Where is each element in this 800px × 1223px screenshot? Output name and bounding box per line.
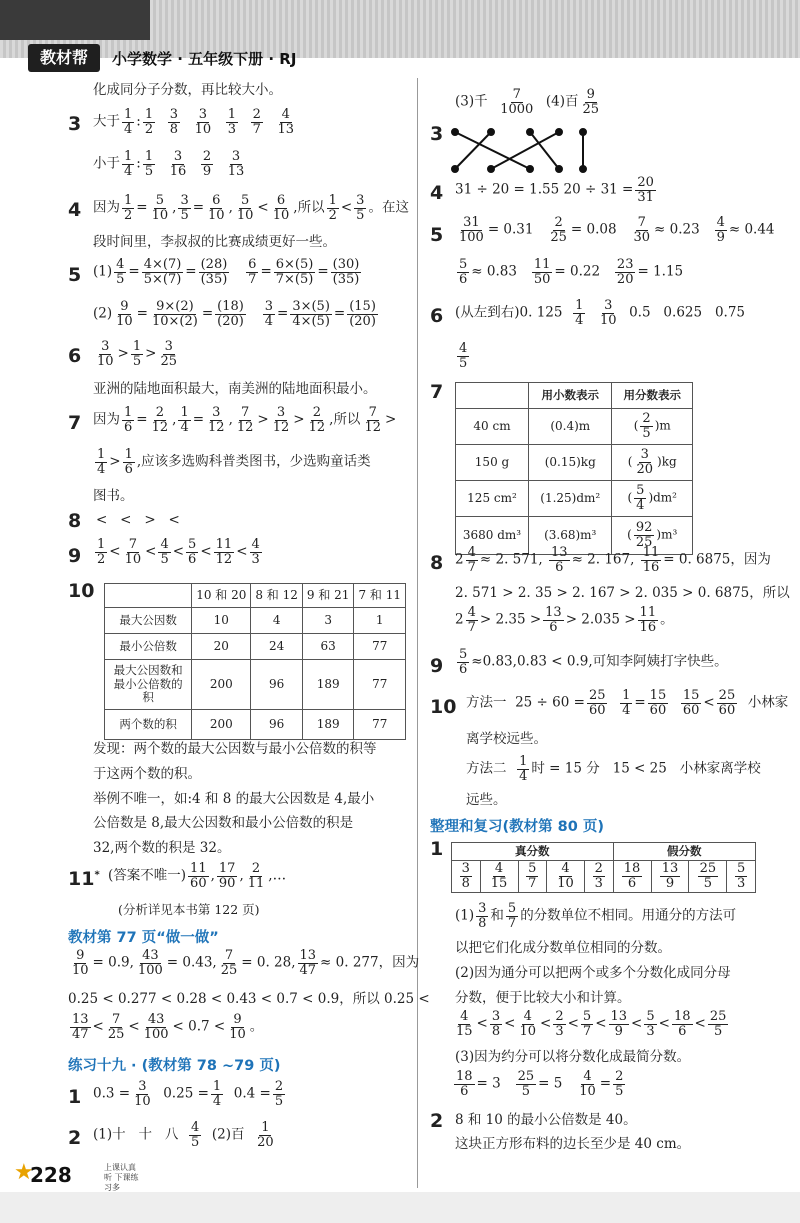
q11-star: * [94, 869, 100, 881]
q7-line1: 因为 $\frac{1}{6}$ = $\frac{2}{12}$ , $\frac{1}{4}$ = $\frac{3}{12}$ , $\frac{7}{12}$ > $\frac{3}{12}$ > $\frac{2}{12}$ ,所以 $\frac{7}{12}$ > [93, 405, 397, 435]
q10-cell: 10 [192, 608, 251, 634]
z1-head-proper: 真分数 [452, 843, 614, 861]
q11-tail: ,… [268, 867, 287, 884]
r9-text: ≈0.83,0.83 < 0.9,可知李阿姨打字快些。 [471, 653, 728, 670]
r7-row-label: 150 g [456, 445, 529, 481]
z1-proper-fraction: $\frac{2}{3}$ [585, 861, 614, 893]
r7-number: 7 [430, 381, 444, 403]
q10-table [104, 583, 406, 740]
r7-row-label: 40 cm [456, 409, 529, 445]
q10-cell: 189 [302, 660, 354, 710]
z1-head-improper: 假分数 [613, 843, 755, 861]
r6-number: 6 [430, 305, 444, 327]
q9-answer: $\frac{1}{2}$ < $\frac{7}{10}$ < $\frac{4}{5}$ < $\frac{5}{6}$ < $\frac{11}{12}$ < $\frac{4}{3}$ [97, 537, 260, 567]
section-review-heading: 整理和复习(教材第 80 页) [430, 819, 605, 835]
z1-proper-fraction: $\frac{4}{15}$ [480, 861, 518, 893]
r7-table [455, 382, 693, 555]
z1-p1-a: (1) [455, 907, 475, 924]
z1-table [451, 842, 756, 893]
z1-number: 1 [430, 838, 444, 860]
z1-p3: (3)因为约分可以将分数化成最简分数。 [455, 1049, 691, 1065]
q11-answer: (答案不唯一) $\frac{11}{60}$ , $\frac{17}{90}$ , $\frac{2}{11}$ ,… [108, 861, 287, 891]
e1-answer: 0.3 = $\frac{3}{10}$ 0.25 = $\frac{1}{4}$ 0.4 = $\frac{2}{5}$ [93, 1079, 284, 1109]
q5-label-2: (2) [93, 305, 113, 322]
r7-frac-cell: ( $\frac{92}{25}$ )m³ [612, 517, 693, 555]
page-number: 228 [30, 1163, 72, 1187]
r7-unit: m³ [661, 528, 678, 542]
r7-frac-cell: ( $\frac{3}{20}$ )kg [612, 445, 693, 481]
q10-cell: 200 [192, 660, 251, 710]
z1-p1-cont: 以把它们化成分数单位相同的分数。 [455, 940, 671, 956]
z1-proper-fraction: $\frac{3}{8}$ [452, 861, 481, 893]
q7-text-a: 因为 [93, 411, 120, 428]
q10-cell: 200 [192, 710, 251, 740]
section-ex19-heading: 练习十九 · (教材第 78 ~79 页) [68, 1058, 281, 1074]
q10-row-label: 最大公因数和最小公倍数的积 [105, 660, 192, 710]
z1-improper-fraction: $\frac{25}{5}$ [689, 861, 727, 893]
r7-unit: kg [661, 455, 677, 469]
q10-cell: 3 [302, 608, 354, 634]
q7-number: 7 [68, 412, 82, 434]
r7-fn: 3 [640, 447, 649, 463]
z1-order: $\frac{4}{15}$ < $\frac{3}{8}$ < $\frac{4}{10}$ < $\frac{2}{3}$ < $\frac{5}{7}$ < $\frac{13}{9}$ < $\frac{5}{3}$ < $\frac{18}{6}$ < $\frac{25}{5}$ [456, 1009, 727, 1039]
q5-line1: (1) $\frac{4}{5}$ = $\frac{4\times(7)}{5\times(7)}$ = $\frac{(28)}{(35)}$ $\frac{6}{7}$ = $\frac{6\times(5)}{7\times(5)}$ = $\frac{(30)}{(35)}$ [93, 257, 360, 287]
r7-dec: (0.4)m [529, 409, 612, 445]
bottom-band [0, 1192, 800, 1223]
r6-answer: (从左到右)0. 125 $\frac{1}{4}$ $\frac{3}{10}$ 0.5 0.625 0.75 [455, 298, 746, 328]
q3-greater-label: 大于 [93, 113, 120, 130]
r8-line3: 2 $\frac{4}{7}$ > 2.35 > $\frac{13}{6}$ > 2.035 > $\frac{11}{16}$ 。 [455, 605, 674, 635]
intro-text: 化成同分子分数，再比较大小。 [93, 82, 282, 98]
r4-answer: 31 ÷ 20 = 1.55 20 ÷ 31 = $\frac{20}{31}$ [455, 175, 654, 205]
z1-p1: (1) $\frac{3}{8}$ 和 $\frac{5}{7}$ 的分数单位不相同。用通分的方法可 [455, 901, 737, 931]
q5-line2: (2) $\frac{9}{10}$ = $\frac{9\times(2)}{10\times(2)}$ = $\frac{(18)}{(20)}$ $\frac{3}{4}$ = $\frac{3\times(5)}{4\times(5)}$ = $\frac{(15)}{(20)}$ [93, 299, 376, 329]
q6-number: 6 [68, 345, 82, 367]
section-p77-heading: 教材第 77 页“做一做” [68, 930, 219, 946]
q10-cell: 1 [354, 608, 406, 634]
r7-frac-cell: ( $\frac{5}{4}$ )dm² [612, 481, 693, 517]
q6-line1: $\frac{3}{10}$ > $\frac{1}{5}$ > $\frac{3}{25}$ [97, 339, 177, 369]
q9-number: 9 [68, 545, 82, 567]
brand-logo: 教材帮 [28, 44, 100, 72]
r7-unit: dm² [653, 491, 677, 505]
e1-c: 0.4 = [233, 1085, 271, 1102]
r8-line1: 2 $\frac{4}{7}$ ≈ 2. 571, $\frac{13}{6}$ ≈ 2. 167, $\frac{11}{16}$ = 0. 6875，因为 [455, 545, 771, 575]
q4-text-c: 。在这 [368, 199, 409, 216]
q4-text-b: 所以 [297, 199, 325, 216]
q11-note: (分析详见本书第 122 页) [118, 902, 260, 917]
q10-cell: 77 [354, 660, 406, 710]
r7-fd: 20 [636, 462, 654, 477]
star-icon: ★ [14, 1160, 34, 1185]
p77-line3: $\frac{13}{47}$ < $\frac{7}{25}$ < $\frac{43}{100}$ < 0.7 < $\frac{9}{10}$ 。 [72, 1012, 264, 1042]
r7-dec: (0.15)kg [529, 445, 612, 481]
r7-fd: 5 [642, 426, 651, 441]
q7-line3: 图书。 [93, 488, 134, 504]
q5-number: 5 [68, 264, 82, 286]
p77-line2: 0.25 < 0.277 < 0.28 < 0.43 < 0.7 < 0.9，所以 0.25 < [68, 991, 430, 1007]
q10-row-label: 两个数的积 [105, 710, 192, 740]
e2-b: (2)百 [211, 1126, 245, 1143]
q8-number: 8 [68, 510, 82, 532]
q10-cell: 20 [192, 634, 251, 660]
r7-row-label: 125 cm² [456, 481, 529, 517]
r7-fn: 2 [642, 411, 651, 427]
r10-method2: 方法二 $\frac{1}{4}$ 时 = 15 分 15 < 25 小林家离学校 [466, 754, 761, 784]
r-top-a: (3)千 [455, 93, 488, 110]
r-top-line: (3)千 $\frac{7}{1000}$ (4)百 $\frac{9}{25}$ [455, 87, 600, 117]
r6-tail: 0.5 0.625 0.75 [629, 304, 746, 321]
r8-line2: 2. 571 > 2. 35 > 2. 167 > 2. 035 > 0. 6875，所以 [455, 585, 790, 601]
q10-cell: 77 [354, 710, 406, 740]
r7-col-head: 用小数表示 [529, 383, 612, 409]
r10-number: 10 [430, 696, 457, 718]
p77-line1: $\frac{9}{10}$ = 0.9, $\frac{43}{100}$ = 0.43, $\frac{7}{25}$ = 0. 28, $\frac{13}{47}$ ≈ 0. 277，因为 [72, 948, 420, 978]
q10-row-label: 最大公因数 [105, 608, 192, 634]
q11-number [68, 868, 100, 890]
q4-line2: 段时间里，李叔叔的比赛成绩更好一些。 [93, 234, 336, 250]
q4-number: 4 [68, 199, 82, 221]
z1-improper-fraction: $\frac{13}{9}$ [651, 861, 689, 893]
r7-fn: 92 [635, 520, 653, 536]
q3-less-line: 小于 $\frac{1}{4}$ : $\frac{1}{5}$ $\frac{3}{16}$ $\frac{2}{9}$ $\frac{3}{13}$ [93, 149, 245, 179]
r10-m1-a: 方法一 25 ÷ 60 = [466, 694, 585, 711]
r8-a: ≈ 2. 571, [479, 551, 543, 568]
p77-a: = 0.9, [92, 954, 134, 971]
r5-line1: $\frac{31}{100}$ = 0.31 $\frac{2}{25}$ = 0.08 $\frac{7}{30}$ ≈ 0.23 $\frac{4}{9}$ ≈ 0.44 [459, 215, 775, 245]
r6-answer-cont: $\frac{4}{5}$ [459, 341, 468, 371]
z1-p2: (2)因为通分可以把两个或多个分数化成同分母 [455, 965, 731, 981]
r8-c: = 0. 6875，因为 [663, 551, 771, 568]
e1-b: 0.25 = [163, 1085, 209, 1102]
column-divider [417, 78, 418, 1188]
q10-cell: 4 [251, 608, 303, 634]
r7-fn: 5 [636, 483, 645, 499]
q8-answers: < < > < [96, 512, 180, 528]
q3-greater-line: 大于 $\frac{1}{4}$ : $\frac{1}{2}$ $\frac{3}{8}$ $\frac{3}{10}$ $\frac{1}{3}$ $\frac{2}{7}$ $\frac{4}{13}$ [93, 107, 295, 137]
q10-col-head: 7 和 11 [354, 584, 406, 608]
q4-line1: 因为 $\frac{1}{2}$ = $\frac{5}{10}$ , $\frac{3}{5}$ = $\frac{6}{10}$ , $\frac{5}{10}$ < $\frac{6}{10}$ ,所以 $\frac{1}{2}$ < $\frac{3}{5}$ 。在这 [93, 193, 409, 223]
q10-cell: 96 [251, 710, 303, 740]
q10-number: 10 [68, 580, 95, 602]
q10-cell: 77 [354, 634, 406, 660]
z1-p2-cont: 分数，便于比较大小和计算。 [455, 990, 631, 1006]
q7-text-c: ,应该多选购科普类图书，少选购童话类 [136, 453, 371, 470]
r7-dec: (1.25)dm² [529, 481, 612, 517]
p77-line3-text: < 0.7 < [172, 1018, 226, 1035]
r7-dec: (3.68)m³ [529, 517, 612, 555]
p77-d: ≈ 0. 277，因为 [320, 954, 420, 971]
z2-number: 2 [430, 1110, 444, 1132]
q10-finding-1: 发现：两个数的最大公因数与最小公倍数的积等 [93, 741, 377, 757]
e2-answer: (1)十 十 八 $\frac{4}{5}$ (2)百 $\frac{1}{20}$ [93, 1120, 274, 1150]
e1-a: 0.3 = [93, 1085, 131, 1102]
r7-fd: 4 [636, 498, 645, 513]
r4-number: 4 [430, 182, 444, 204]
r8-b: ≈ 2. 167, [571, 551, 635, 568]
r7-fd: 25 [635, 535, 653, 550]
p77-b: = 0.43, [166, 954, 217, 971]
q3-less-label: 小于 [93, 155, 120, 172]
r10-m1-b: 小林家 [747, 694, 789, 711]
q10-cell: 96 [251, 660, 303, 710]
r5-number: 5 [430, 224, 444, 246]
z1-proper-fraction: $\frac{4}{10}$ [547, 861, 585, 893]
r9-answer: $\frac{5}{6}$ ≈0.83,0.83 < 0.9,可知李阿姨打字快些。 [459, 647, 728, 677]
r6-text: (从左到右)0. 125 [455, 304, 563, 321]
q5-label-1: (1) [93, 263, 113, 280]
q10-example-1: 举例不唯一，如:4 和 8 的最大公因数是 4,最小 [93, 791, 375, 807]
r10-method1: 方法一 25 ÷ 60 = $\frac{25}{60}$ $\frac{1}{4}$ = $\frac{15}{60}$ $\frac{15}{60}$ < $\frac{25}{60}$ 小林家 [466, 688, 789, 718]
r10-m2-a: 方法二 [466, 760, 507, 777]
r9-number: 9 [430, 655, 444, 677]
r8-number: 8 [430, 552, 444, 574]
q10-example-2: 公倍数是 8,最大公因数和最小公倍数的积是 [93, 815, 354, 831]
book-subject: 小学数学 · 五年级下册 · RJ [112, 50, 297, 68]
z2-line1: 8 和 10 的最小公倍数是 40。 [455, 1112, 637, 1128]
q10-finding-2: 于这两个数的积。 [93, 766, 201, 782]
q7-text-b: 所以 [333, 411, 361, 428]
z1-reduced: $\frac{18}{6}$ = 3 $\frac{25}{5}$ = 5 $\frac{4}{10}$ = $\frac{2}{5}$ [456, 1069, 624, 1099]
q7-line2: $\frac{1}{4}$ > $\frac{1}{6}$ ,应该多选购科普类图书，少选购童话类 [97, 447, 371, 477]
q4-text-a: 因为 [93, 199, 120, 216]
r7-col-head: 用分数表示 [612, 383, 693, 409]
q11-num-text: 11 [68, 868, 95, 890]
r5-line2: $\frac{5}{6}$ ≈ 0.83 $\frac{11}{50}$ = 0.22 $\frac{23}{20}$ = 1.15 [459, 257, 684, 287]
r4-text: 31 ÷ 20 = 1.55 20 ÷ 31 = [455, 181, 634, 198]
e1-number: 1 [68, 1086, 82, 1108]
z1-improper-fraction: $\frac{5}{3}$ [727, 861, 756, 893]
e2-number: 2 [68, 1127, 82, 1149]
z1-improper-fraction: $\frac{18}{6}$ [613, 861, 651, 893]
q3-number: 3 [68, 113, 82, 135]
q10-col-head: 8 和 12 [251, 584, 303, 608]
r3-number: 3 [430, 123, 444, 145]
q11-text: (答案不唯一) [108, 867, 187, 884]
z1-p1-c: 的分数单位不相同。用通分的方法可 [520, 907, 737, 924]
footer-slogan: 上课认真听 下课练习多 [104, 1163, 139, 1192]
q6-line2: 亚洲的陆地面积最大，南美洲的陆地面积最小。 [93, 381, 377, 397]
p77-c: = 0. 28, [241, 954, 296, 971]
z2-line2: 这块正方形布料的边长至少是 40 cm。 [455, 1136, 691, 1152]
r7-frac-cell: ( $\frac{2}{5}$ )m [612, 409, 693, 445]
r10-m2-b: 时 = 15 分 15 < 25 小林家离学校 [531, 760, 761, 777]
z1-proper-fraction: $\frac{5}{7}$ [518, 861, 547, 893]
q10-cell: 189 [302, 710, 354, 740]
q10-row-label: 最小公倍数 [105, 634, 192, 660]
r10-method1-cont: 离学校远些。 [466, 731, 547, 747]
r3-matching-lines [448, 126, 598, 176]
q10-col-head: 10 和 20 [192, 584, 251, 608]
header-dark-block [0, 0, 150, 40]
r7-row-label: 3680 dm³ [456, 517, 529, 555]
q10-cell: 24 [251, 634, 303, 660]
r-top-b: (4)百 [545, 93, 579, 110]
e2-a: (1)十 十 八 [93, 1126, 179, 1143]
r10-method2-cont: 远些。 [466, 792, 507, 808]
z1-p1-b: 和 [490, 907, 504, 924]
r7-unit: m [659, 419, 671, 433]
q10-example-3: 32,两个数的积是 32。 [93, 840, 231, 856]
q10-cell: 63 [302, 634, 354, 660]
q10-col-head: 9 和 21 [302, 584, 354, 608]
